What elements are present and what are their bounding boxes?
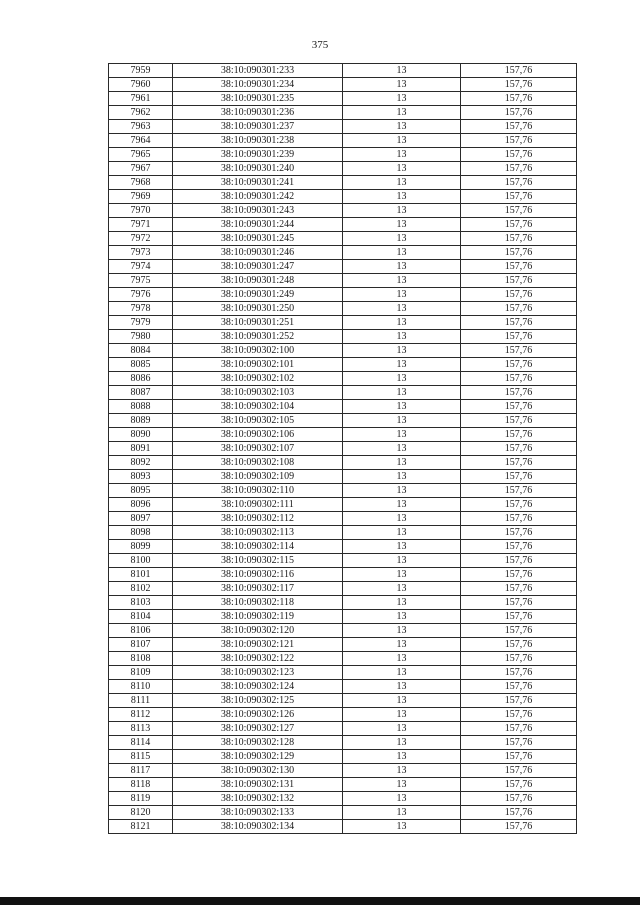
cell-cadastral-number: 38:10:090301:247 <box>173 260 343 274</box>
cell-row-number: 7964 <box>109 134 173 148</box>
scan-bottom-edge <box>0 897 640 905</box>
cell-cadastral-number: 38:10:090301:250 <box>173 302 343 316</box>
cell-count: 13 <box>343 750 461 764</box>
table-row <box>109 428 577 442</box>
cell-row-number: 7973 <box>109 246 173 260</box>
cell-value: 157,76 <box>461 540 577 554</box>
cell-cadastral-number: 38:10:090302:123 <box>173 666 343 680</box>
cell-row-number: 8106 <box>109 624 173 638</box>
cell-value: 157,76 <box>461 708 577 722</box>
cell-row-number: 7978 <box>109 302 173 316</box>
cell-value: 157,76 <box>461 456 577 470</box>
cell-value: 157,76 <box>461 694 577 708</box>
cell-value: 157,76 <box>461 260 577 274</box>
table-row <box>109 624 577 638</box>
cell-count: 13 <box>343 330 461 344</box>
table-row <box>109 120 577 134</box>
cell-value: 157,76 <box>461 148 577 162</box>
cell-value: 157,76 <box>461 428 577 442</box>
cell-cadastral-number: 38:10:090302:110 <box>173 484 343 498</box>
cell-row-number: 7971 <box>109 218 173 232</box>
cell-value: 157,76 <box>461 722 577 736</box>
cell-row-number: 7970 <box>109 204 173 218</box>
cell-count: 13 <box>343 666 461 680</box>
cell-row-number: 7974 <box>109 260 173 274</box>
table-row <box>109 78 577 92</box>
cell-row-number: 7961 <box>109 92 173 106</box>
cell-value: 157,76 <box>461 554 577 568</box>
cell-count: 13 <box>343 540 461 554</box>
cell-value: 157,76 <box>461 736 577 750</box>
cell-cadastral-number: 38:10:090301:237 <box>173 120 343 134</box>
cell-row-number: 8111 <box>109 694 173 708</box>
cell-value: 157,76 <box>461 624 577 638</box>
table-row <box>109 554 577 568</box>
cell-count: 13 <box>343 344 461 358</box>
cell-row-number: 8104 <box>109 610 173 624</box>
cell-value: 157,76 <box>461 400 577 414</box>
cell-count: 13 <box>343 694 461 708</box>
cell-value: 157,76 <box>461 414 577 428</box>
cell-cadastral-number: 38:10:090301:236 <box>173 106 343 120</box>
cell-value: 157,76 <box>461 778 577 792</box>
cell-value: 157,76 <box>461 176 577 190</box>
cell-cadastral-number: 38:10:090302:111 <box>173 498 343 512</box>
cell-cadastral-number: 38:10:090302:117 <box>173 582 343 596</box>
table-row <box>109 498 577 512</box>
cell-value: 157,76 <box>461 246 577 260</box>
cell-row-number: 8090 <box>109 428 173 442</box>
table-row <box>109 344 577 358</box>
table-row <box>109 582 577 596</box>
table-row <box>109 764 577 778</box>
cell-count: 13 <box>343 274 461 288</box>
cell-row-number: 8117 <box>109 764 173 778</box>
cell-value: 157,76 <box>461 330 577 344</box>
cell-cadastral-number: 38:10:090301:233 <box>173 64 343 78</box>
cell-cadastral-number: 38:10:090302:133 <box>173 806 343 820</box>
cell-row-number: 7965 <box>109 148 173 162</box>
cell-cadastral-number: 38:10:090302:104 <box>173 400 343 414</box>
cell-row-number: 8109 <box>109 666 173 680</box>
table-row <box>109 176 577 190</box>
cell-count: 13 <box>343 260 461 274</box>
cell-count: 13 <box>343 764 461 778</box>
cell-count: 13 <box>343 680 461 694</box>
cell-value: 157,76 <box>461 764 577 778</box>
cell-value: 157,76 <box>461 442 577 456</box>
cell-count: 13 <box>343 92 461 106</box>
cell-count: 13 <box>343 134 461 148</box>
cell-row-number: 8102 <box>109 582 173 596</box>
cell-cadastral-number: 38:10:090302:121 <box>173 638 343 652</box>
cell-value: 157,76 <box>461 106 577 120</box>
cell-count: 13 <box>343 358 461 372</box>
cell-cadastral-number: 38:10:090302:106 <box>173 428 343 442</box>
cell-row-number: 8108 <box>109 652 173 666</box>
cell-cadastral-number: 38:10:090302:129 <box>173 750 343 764</box>
cell-cadastral-number: 38:10:090302:102 <box>173 372 343 386</box>
cell-cadastral-number: 38:10:090301:251 <box>173 316 343 330</box>
table-row <box>109 456 577 470</box>
cell-count: 13 <box>343 610 461 624</box>
cell-row-number: 7963 <box>109 120 173 134</box>
cell-row-number: 8112 <box>109 708 173 722</box>
table-row <box>109 134 577 148</box>
cell-cadastral-number: 38:10:090301:244 <box>173 218 343 232</box>
cell-row-number: 8110 <box>109 680 173 694</box>
cell-count: 13 <box>343 722 461 736</box>
cell-value: 157,76 <box>461 638 577 652</box>
cell-cadastral-number: 38:10:090301:238 <box>173 134 343 148</box>
cell-cadastral-number: 38:10:090302:101 <box>173 358 343 372</box>
table-row <box>109 260 577 274</box>
cell-count: 13 <box>343 778 461 792</box>
table-row <box>109 274 577 288</box>
table-row <box>109 316 577 330</box>
cell-row-number: 8103 <box>109 596 173 610</box>
cell-cadastral-number: 38:10:090301:234 <box>173 78 343 92</box>
cell-count: 13 <box>343 218 461 232</box>
cell-value: 157,76 <box>461 792 577 806</box>
cell-value: 157,76 <box>461 78 577 92</box>
cell-row-number: 8096 <box>109 498 173 512</box>
cell-value: 157,76 <box>461 372 577 386</box>
cell-count: 13 <box>343 190 461 204</box>
cell-row-number: 8086 <box>109 372 173 386</box>
table-row <box>109 512 577 526</box>
table-row <box>109 330 577 344</box>
cell-count: 13 <box>343 568 461 582</box>
cell-value: 157,76 <box>461 204 577 218</box>
cell-row-number: 7962 <box>109 106 173 120</box>
table-row <box>109 638 577 652</box>
cell-count: 13 <box>343 638 461 652</box>
cell-cadastral-number: 38:10:090302:108 <box>173 456 343 470</box>
cell-count: 13 <box>343 302 461 316</box>
table-body <box>109 64 577 834</box>
cell-value: 157,76 <box>461 806 577 820</box>
cell-count: 13 <box>343 624 461 638</box>
cell-count: 13 <box>343 442 461 456</box>
cell-cadastral-number: 38:10:090301:246 <box>173 246 343 260</box>
cell-cadastral-number: 38:10:090302:118 <box>173 596 343 610</box>
table-row <box>109 736 577 750</box>
cell-count: 13 <box>343 414 461 428</box>
table-row <box>109 190 577 204</box>
cell-value: 157,76 <box>461 134 577 148</box>
cell-cadastral-number: 38:10:090302:131 <box>173 778 343 792</box>
cell-row-number: 7975 <box>109 274 173 288</box>
cell-value: 157,76 <box>461 470 577 484</box>
cell-row-number: 8107 <box>109 638 173 652</box>
table-row <box>109 64 577 78</box>
table-row <box>109 372 577 386</box>
cell-cadastral-number: 38:10:090302:113 <box>173 526 343 540</box>
cell-count: 13 <box>343 526 461 540</box>
cell-count: 13 <box>343 204 461 218</box>
cell-row-number: 8119 <box>109 792 173 806</box>
table-row <box>109 610 577 624</box>
cell-row-number: 8097 <box>109 512 173 526</box>
cell-value: 157,76 <box>461 316 577 330</box>
cell-count: 13 <box>343 78 461 92</box>
cell-count: 13 <box>343 736 461 750</box>
cell-value: 157,76 <box>461 610 577 624</box>
table-row <box>109 750 577 764</box>
cell-value: 157,76 <box>461 232 577 246</box>
table-row <box>109 148 577 162</box>
cell-cadastral-number: 38:10:090302:112 <box>173 512 343 526</box>
cell-count: 13 <box>343 582 461 596</box>
cell-cadastral-number: 38:10:090302:119 <box>173 610 343 624</box>
cell-cadastral-number: 38:10:090301:245 <box>173 232 343 246</box>
cell-count: 13 <box>343 176 461 190</box>
cell-value: 157,76 <box>461 596 577 610</box>
cadastral-registry-table <box>108 63 577 834</box>
cell-row-number: 7972 <box>109 232 173 246</box>
cell-row-number: 7960 <box>109 78 173 92</box>
cell-cadastral-number: 38:10:090302:134 <box>173 820 343 834</box>
table-row <box>109 442 577 456</box>
cell-value: 157,76 <box>461 302 577 316</box>
table-row <box>109 246 577 260</box>
table-row <box>109 302 577 316</box>
cell-row-number: 8115 <box>109 750 173 764</box>
cell-count: 13 <box>343 246 461 260</box>
table-row <box>109 792 577 806</box>
cell-count: 13 <box>343 288 461 302</box>
cell-count: 13 <box>343 372 461 386</box>
table-row <box>109 806 577 820</box>
cell-value: 157,76 <box>461 680 577 694</box>
cell-row-number: 8085 <box>109 358 173 372</box>
table-row <box>109 470 577 484</box>
cell-value: 157,76 <box>461 512 577 526</box>
cell-count: 13 <box>343 386 461 400</box>
cell-row-number: 8101 <box>109 568 173 582</box>
cell-row-number: 8092 <box>109 456 173 470</box>
cell-cadastral-number: 38:10:090302:124 <box>173 680 343 694</box>
cell-value: 157,76 <box>461 386 577 400</box>
cell-value: 157,76 <box>461 526 577 540</box>
cell-value: 157,76 <box>461 358 577 372</box>
cell-row-number: 8121 <box>109 820 173 834</box>
cell-count: 13 <box>343 806 461 820</box>
cell-cadastral-number: 38:10:090302:122 <box>173 652 343 666</box>
cell-row-number: 8120 <box>109 806 173 820</box>
cell-count: 13 <box>343 456 461 470</box>
cell-value: 157,76 <box>461 820 577 834</box>
cell-count: 13 <box>343 484 461 498</box>
table-row <box>109 106 577 120</box>
cell-row-number: 7979 <box>109 316 173 330</box>
table-row <box>109 204 577 218</box>
table-row <box>109 526 577 540</box>
cell-value: 157,76 <box>461 498 577 512</box>
cell-value: 157,76 <box>461 652 577 666</box>
cell-count: 13 <box>343 316 461 330</box>
cell-cadastral-number: 38:10:090302:126 <box>173 708 343 722</box>
table-row <box>109 540 577 554</box>
cell-row-number: 8100 <box>109 554 173 568</box>
cell-count: 13 <box>343 652 461 666</box>
cell-value: 157,76 <box>461 162 577 176</box>
cell-cadastral-number: 38:10:090301:243 <box>173 204 343 218</box>
cell-cadastral-number: 38:10:090302:120 <box>173 624 343 638</box>
cell-cadastral-number: 38:10:090302:107 <box>173 442 343 456</box>
cell-row-number: 8093 <box>109 470 173 484</box>
cell-row-number: 7968 <box>109 176 173 190</box>
cell-row-number: 8118 <box>109 778 173 792</box>
cell-cadastral-number: 38:10:090301:248 <box>173 274 343 288</box>
table-row <box>109 708 577 722</box>
cell-value: 157,76 <box>461 218 577 232</box>
table-row <box>109 484 577 498</box>
cell-value: 157,76 <box>461 666 577 680</box>
table-row <box>109 652 577 666</box>
table-row <box>109 218 577 232</box>
cell-value: 157,76 <box>461 750 577 764</box>
cell-row-number: 7969 <box>109 190 173 204</box>
table-row <box>109 358 577 372</box>
cell-row-number: 8095 <box>109 484 173 498</box>
cell-row-number: 8091 <box>109 442 173 456</box>
cell-row-number: 7967 <box>109 162 173 176</box>
cell-count: 13 <box>343 820 461 834</box>
cell-cadastral-number: 38:10:090301:241 <box>173 176 343 190</box>
cell-cadastral-number: 38:10:090302:100 <box>173 344 343 358</box>
cell-count: 13 <box>343 106 461 120</box>
table-row <box>109 414 577 428</box>
cell-cadastral-number: 38:10:090302:109 <box>173 470 343 484</box>
cell-count: 13 <box>343 120 461 134</box>
cell-cadastral-number: 38:10:090302:127 <box>173 722 343 736</box>
table-row <box>109 666 577 680</box>
table-row <box>109 680 577 694</box>
cell-cadastral-number: 38:10:090302:103 <box>173 386 343 400</box>
cell-cadastral-number: 38:10:090301:235 <box>173 92 343 106</box>
table-row <box>109 386 577 400</box>
cell-row-number: 8098 <box>109 526 173 540</box>
cell-cadastral-number: 38:10:090302:114 <box>173 540 343 554</box>
cell-cadastral-number: 38:10:090302:128 <box>173 736 343 750</box>
cell-count: 13 <box>343 792 461 806</box>
table-row <box>109 288 577 302</box>
page-number: 375 <box>311 39 329 51</box>
cell-count: 13 <box>343 708 461 722</box>
cell-count: 13 <box>343 232 461 246</box>
cell-count: 13 <box>343 596 461 610</box>
cell-value: 157,76 <box>461 64 577 78</box>
cell-row-number: 8113 <box>109 722 173 736</box>
cell-count: 13 <box>343 400 461 414</box>
table-row <box>109 400 577 414</box>
cell-cadastral-number: 38:10:090302:132 <box>173 792 343 806</box>
table-row <box>109 596 577 610</box>
cell-count: 13 <box>343 148 461 162</box>
cell-count: 13 <box>343 498 461 512</box>
cell-cadastral-number: 38:10:090302:116 <box>173 568 343 582</box>
cell-row-number: 8114 <box>109 736 173 750</box>
cell-value: 157,76 <box>461 344 577 358</box>
cell-cadastral-number: 38:10:090302:130 <box>173 764 343 778</box>
cell-row-number: 8089 <box>109 414 173 428</box>
table-row <box>109 694 577 708</box>
cell-row-number: 8099 <box>109 540 173 554</box>
cell-count: 13 <box>343 162 461 176</box>
cell-row-number: 7959 <box>109 64 173 78</box>
cell-value: 157,76 <box>461 484 577 498</box>
cell-value: 157,76 <box>461 92 577 106</box>
cell-row-number: 8088 <box>109 400 173 414</box>
cell-row-number: 7980 <box>109 330 173 344</box>
table-row <box>109 568 577 582</box>
cell-count: 13 <box>343 470 461 484</box>
cell-row-number: 8084 <box>109 344 173 358</box>
cell-cadastral-number: 38:10:090301:252 <box>173 330 343 344</box>
cell-row-number: 7976 <box>109 288 173 302</box>
table-row <box>109 722 577 736</box>
cell-cadastral-number: 38:10:090301:239 <box>173 148 343 162</box>
cell-cadastral-number: 38:10:090301:242 <box>173 190 343 204</box>
cell-cadastral-number: 38:10:090301:249 <box>173 288 343 302</box>
table-row <box>109 778 577 792</box>
cell-value: 157,76 <box>461 582 577 596</box>
cell-cadastral-number: 38:10:090302:115 <box>173 554 343 568</box>
cell-value: 157,76 <box>461 120 577 134</box>
cell-count: 13 <box>343 512 461 526</box>
cell-count: 13 <box>343 428 461 442</box>
cell-cadastral-number: 38:10:090302:105 <box>173 414 343 428</box>
table-row <box>109 92 577 106</box>
cell-cadastral-number: 38:10:090302:125 <box>173 694 343 708</box>
cell-cadastral-number: 38:10:090301:240 <box>173 162 343 176</box>
table-row <box>109 162 577 176</box>
cell-value: 157,76 <box>461 274 577 288</box>
cell-row-number: 8087 <box>109 386 173 400</box>
cell-count: 13 <box>343 554 461 568</box>
cell-value: 157,76 <box>461 288 577 302</box>
cell-count: 13 <box>343 64 461 78</box>
cell-value: 157,76 <box>461 568 577 582</box>
table-row <box>109 232 577 246</box>
table-row <box>109 820 577 834</box>
cell-value: 157,76 <box>461 190 577 204</box>
